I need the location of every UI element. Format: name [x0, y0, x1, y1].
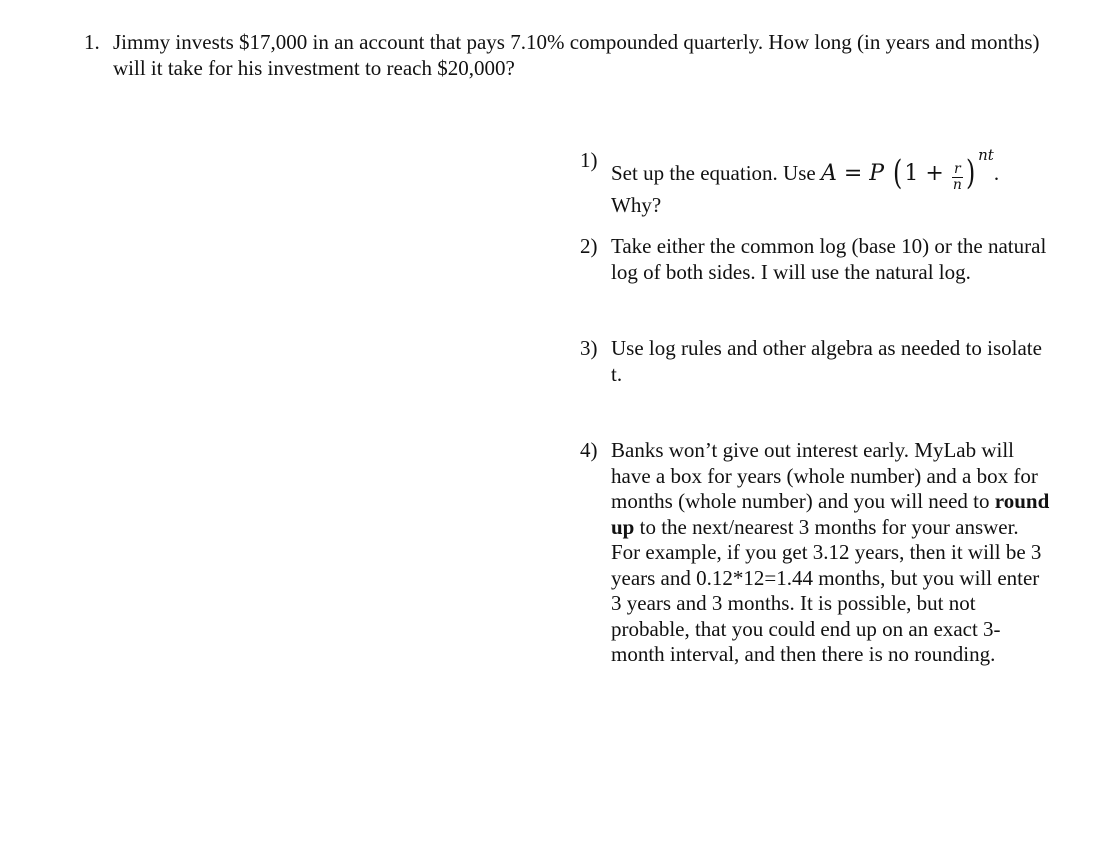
- step-text: Set up the equation. Use: [611, 161, 821, 185]
- step-text-end: .: [993, 161, 1000, 185]
- formula-principal: P: [869, 161, 885, 186]
- formula-close-paren: ): [965, 153, 976, 193]
- step-number: 3): [580, 336, 598, 360]
- step-number: 2): [580, 234, 598, 258]
- formula-rate: r: [952, 162, 963, 178]
- compound-interest-formula: [821, 148, 994, 193]
- formula-exponent: nt: [978, 146, 994, 164]
- problem-statement: [84, 30, 1074, 81]
- round-up-emphasis: round up: [611, 489, 1050, 539]
- formula-one: 1: [904, 161, 919, 186]
- formula-plus: +: [925, 161, 944, 186]
- step-text: Banks won’t give out interest early. MyLab will have a box for years (whole number) and a box for months (whole number) and you will need to: [611, 438, 1038, 513]
- problem-number: 1.: [84, 30, 100, 54]
- step-number: 4): [580, 438, 598, 462]
- step-item: [580, 336, 1050, 387]
- formula-open-paren: (: [893, 153, 903, 193]
- step-body: [611, 438, 1050, 668]
- step-item: [580, 148, 1050, 219]
- formula-equals: =: [843, 161, 863, 186]
- step-text-line2: Why?: [611, 193, 662, 217]
- step-item: [580, 234, 1050, 285]
- formula-amount: A: [820, 161, 837, 186]
- step-body: [611, 148, 1050, 219]
- formula-fraction: [952, 162, 963, 193]
- step-item: [580, 438, 1050, 668]
- problem-text: Jimmy invests $17,000 in an account that pays 7.10% compounded quarterly. How long (in years and months) will it take for his investment to reach $20,000?: [113, 30, 1040, 80]
- formula-periods: n: [952, 177, 962, 193]
- step-number: 1): [580, 148, 598, 172]
- step-text: Use log rules and other algebra as needed to isolate t.: [611, 336, 1042, 386]
- step-text: Take either the common log (base 10) or the natural log of both sides. I will use the natural log.: [611, 234, 1047, 284]
- step-text-continued: to the next/nearest 3 months for your answer. For example, if you get 3.12 years, then it will be 3 years and 0.12*12=1.44 months, but you will enter 3 years and 3 months. It is possible, but not probable, that you could end up on an exact 3-month interval, and then there is no rounding.: [611, 514, 1042, 666]
